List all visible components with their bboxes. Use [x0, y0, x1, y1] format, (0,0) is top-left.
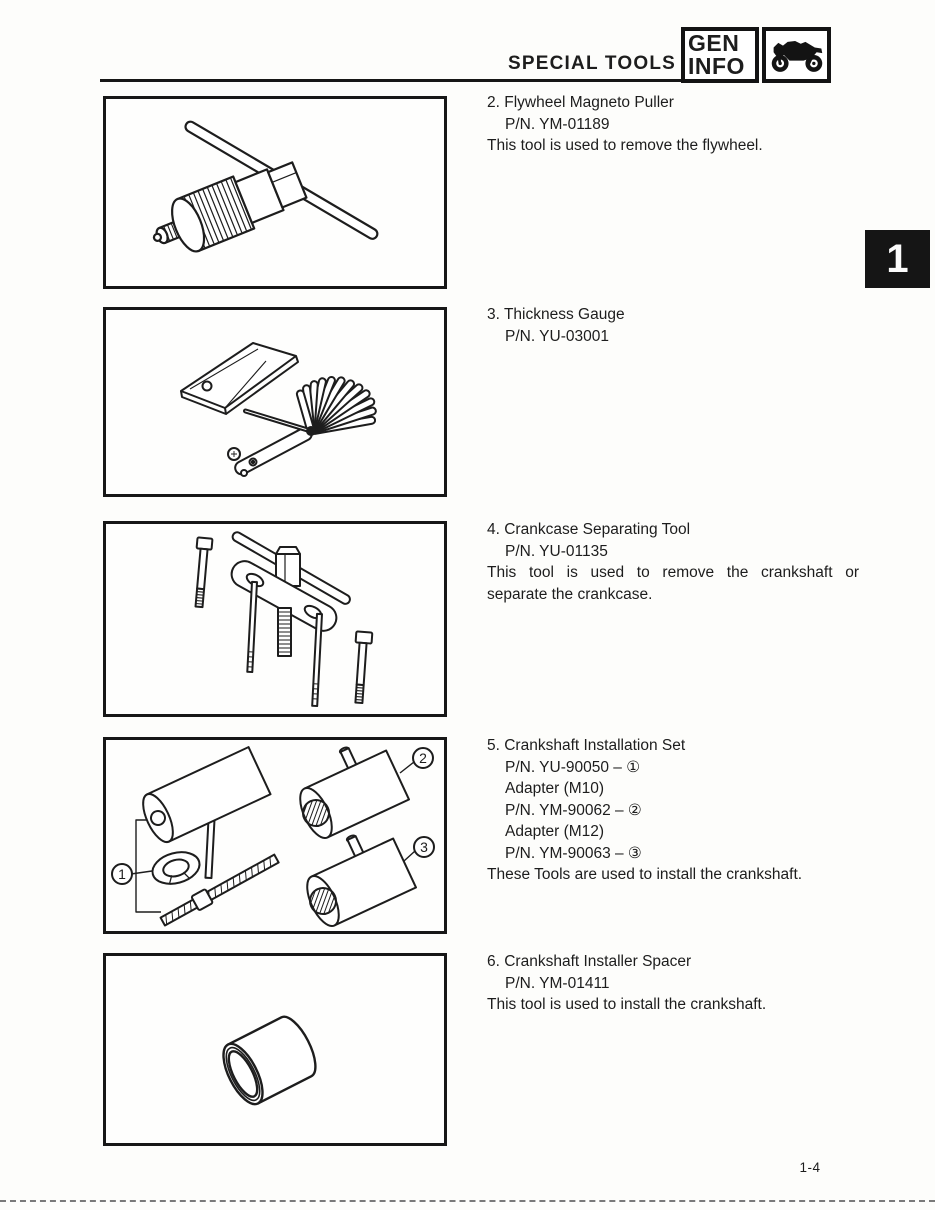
- header-rule: [100, 79, 682, 82]
- callout-2-label: 2: [419, 750, 427, 766]
- crankshaft-installer-spacer-illustration: [106, 956, 444, 1143]
- tool-item-label: 3. Thickness Gauge: [487, 306, 625, 323]
- figure-thickness-gauge: [103, 307, 447, 497]
- chapter-tab: 1: [865, 230, 930, 288]
- section-flywheel-magneto-puller: [487, 92, 859, 157]
- section-crankshaft-installer-spacer: [487, 951, 859, 1016]
- gen-info-badge: [681, 27, 759, 83]
- page-bottom-edge: [0, 1200, 935, 1202]
- tool-description-line1: This tool is used to remove the crankshaft or: [487, 564, 859, 581]
- adapter-label-2: Adapter (M12): [505, 823, 605, 840]
- callout-3-label: 3: [420, 839, 428, 855]
- tool-description: These Tools are used to install the crankshaft.: [487, 866, 803, 883]
- figure-crankcase-separating-tool: [103, 521, 447, 717]
- part-number: P/N. YU-01135: [505, 542, 608, 560]
- thickness-gauge-illustration: [106, 310, 444, 494]
- gen-info-badge-line1: GEN: [688, 30, 740, 56]
- page-title: SPECIAL TOOLS: [508, 53, 676, 74]
- page-number: 1-4: [799, 1160, 821, 1175]
- crankshaft-installation-set-illustration: [106, 740, 444, 931]
- section-crankshaft-installation-set: [487, 735, 859, 886]
- part-number-2: P/N. YM-90062 – ②: [505, 801, 642, 819]
- tool-description: This tool is used to install the crankshaft.: [487, 996, 767, 1013]
- section-crankcase-separating-tool: [487, 519, 859, 605]
- adapter-label-1: Adapter (M10): [505, 780, 605, 797]
- part-number: P/N. YM-01189: [505, 115, 610, 133]
- motorcycle-silhouette: [768, 33, 826, 77]
- figure-flywheel-magneto-puller: [103, 96, 447, 289]
- callout-1-label: 1: [118, 866, 126, 882]
- section-thickness-gauge: [487, 304, 859, 347]
- tool-item-label: 2. Flywheel Magneto Puller: [487, 94, 674, 111]
- figure-crankshaft-installer-spacer: [103, 953, 447, 1146]
- flywheel-magneto-puller-illustration: [106, 99, 444, 286]
- tool-description-line2: separate the crankcase.: [487, 585, 653, 603]
- part-number-3: P/N. YM-90063 – ③: [505, 844, 642, 862]
- crankcase-separating-tool-illustration: [106, 524, 444, 714]
- tool-item-label: 4. Crankcase Separating Tool: [487, 521, 691, 538]
- part-number: P/N. YU-03001: [505, 327, 609, 345]
- tool-description: This tool is used to remove the flywheel.: [487, 137, 763, 154]
- tool-item-label: 6. Crankshaft Installer Spacer: [487, 953, 692, 970]
- part-number: P/N. YM-01411: [505, 974, 610, 992]
- motorcycle-icon: [762, 27, 831, 83]
- part-number-1: P/N. YU-90050 – ①: [505, 758, 641, 776]
- gen-info-badge-line2: INFO: [688, 53, 745, 79]
- tool-item-label: 5. Crankshaft Installation Set: [487, 737, 686, 754]
- figure-crankshaft-installation-set: [103, 737, 447, 934]
